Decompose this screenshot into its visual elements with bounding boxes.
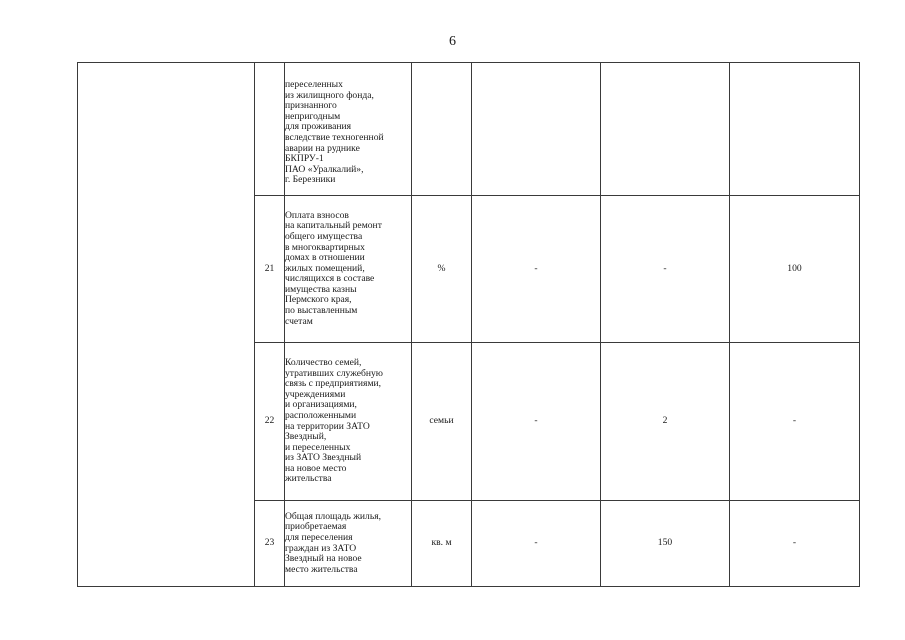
row-value-3 xyxy=(730,63,860,196)
row-value-1: - xyxy=(472,343,601,501)
row-value-1 xyxy=(472,63,601,196)
row-description: Оплата взносов на капитальный ремонт общего имущества в многоквартирных домах в отношении жилых помещений, числящихся в составе имущества казны Пермского края, по выставленным счетам xyxy=(285,196,412,343)
row-value-2: 150 xyxy=(601,501,730,587)
row-value-3: - xyxy=(730,501,860,587)
row-description: Общая площадь жилья, приобретаемая для переселения граждан из ЗАТО Звездный на новое место жительства xyxy=(285,501,412,587)
row-value-2 xyxy=(601,63,730,196)
row-unit: семьи xyxy=(412,343,472,501)
row-unit: % xyxy=(412,196,472,343)
row-number: 22 xyxy=(255,343,285,501)
row-value-1: - xyxy=(472,501,601,587)
row-value-3: - xyxy=(730,343,860,501)
row-unit xyxy=(412,63,472,196)
row-value-1: - xyxy=(472,196,601,343)
row-number: 21 xyxy=(255,196,285,343)
row-number xyxy=(255,63,285,196)
row-value-3: 100 xyxy=(730,196,860,343)
page-number: 6 xyxy=(449,34,456,49)
row-description: Количество семей, утративших служебную связь с предприятиями, учреждениями и организациями, расположенными на территории ЗАТО Звездный, и переселенных из ЗАТО Звездный на новое место жительства xyxy=(285,343,412,501)
table-row xyxy=(78,63,860,196)
row-value-2: 2 xyxy=(601,343,730,501)
row-value-2: - xyxy=(601,196,730,343)
indicator-table xyxy=(77,62,860,587)
blank-column-cell xyxy=(78,63,255,587)
row-description: переселенных из жилищного фонда, признанного непригодным для проживания вследствие техногенной аварии на руднике БКПРУ-1 ПАО «Уралкалий», г. Березники xyxy=(285,63,412,196)
row-number: 23 xyxy=(255,501,285,587)
row-unit: кв. м xyxy=(412,501,472,587)
